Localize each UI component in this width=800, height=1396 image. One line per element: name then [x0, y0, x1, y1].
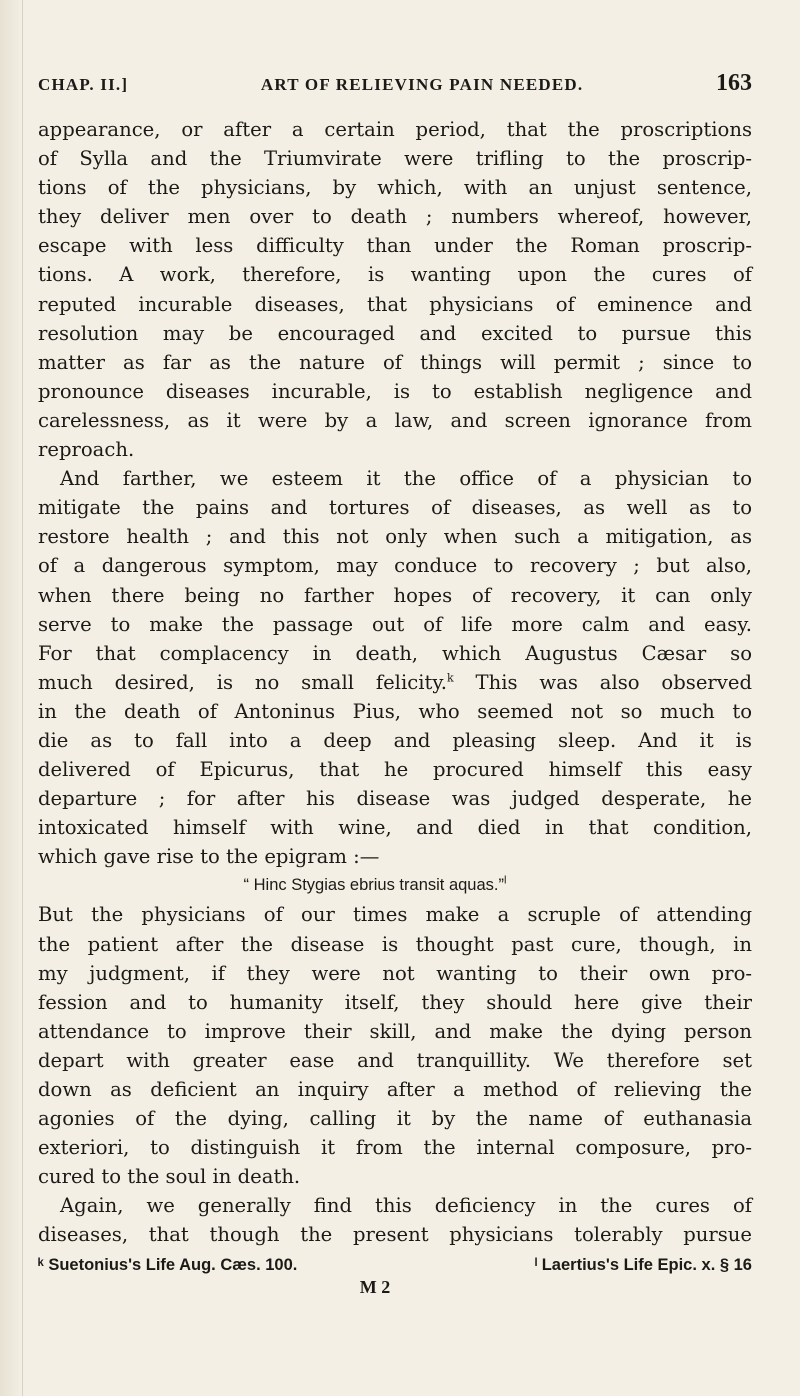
text-line: restore health ; and this not only when such a mitigation, as — [38, 525, 752, 549]
text-line: reputed incurable diseases, that physicians of eminence and — [38, 292, 752, 316]
text-line: pronounce diseases incurable, is to establish negligence and — [38, 379, 752, 403]
text-fragment: This was also observed — [453, 670, 752, 694]
text-line: departure ; for after his disease was judged desperate, he — [38, 787, 752, 811]
text-line: tions. A work, therefore, is wanting upon the cures of — [38, 263, 752, 287]
text-line — [38, 668, 752, 697]
text-line: die as to fall into a deep and pleasing sleep. And it is — [38, 728, 752, 752]
footnote-marker-l: l — [504, 874, 507, 887]
text-line: mitigate the pains and tortures of diseases, as well as to — [38, 496, 752, 520]
text-line: when there being no farther hopes of recovery, it can only — [38, 583, 752, 607]
text-line: appearance, or after a certain period, that the proscriptions — [38, 118, 752, 141]
book-page — [38, 70, 752, 1298]
running-header — [38, 70, 752, 97]
text-line: they deliver men over to death ; numbers whereof, however, — [38, 205, 752, 229]
text-line: intoxicated himself with wine, and died in that condition, — [38, 816, 752, 840]
text-line: of a dangerous symptom, may conduce to recovery ; but also, — [38, 554, 752, 578]
paragraph-1 — [38, 115, 752, 464]
text-line: depart with greater ease and tranquillity. We therefore set — [38, 1048, 752, 1072]
binding-gutter — [0, 0, 23, 1396]
text-line: And farther, we esteem it the office of a physician to — [60, 467, 752, 491]
paragraph-4 — [38, 1191, 752, 1249]
text-line: exteriori, to distinguish it from the internal composure, pro- — [38, 1136, 752, 1160]
footnote-marker-k: k — [447, 671, 454, 685]
text-line: of Sylla and the Triumvirate were trifling to the proscrip- — [38, 147, 752, 171]
quote-text: “ Hinc Stygias ebrius transit aquas.” — [243, 876, 504, 895]
text-line: matter as far as the nature of things will permit ; since to — [38, 350, 752, 374]
text-line: Again, we generally find this deficiency in the cures of — [60, 1194, 752, 1218]
footnote-l: ˡ Laertius's Life Epic. x. § 16 — [534, 1255, 752, 1274]
footnote-k: ᵏ Suetonius's Life Aug. Cæs. 100. — [38, 1255, 298, 1274]
text-line: serve to make the passage out of life more calm and easy. — [38, 612, 752, 636]
epigram-quote — [0, 871, 752, 900]
chapter-label: CHAP. II.] — [38, 75, 129, 94]
paragraph-2 — [38, 464, 752, 871]
running-title: ART OF RELIEVING PAIN NEEDED. — [260, 75, 584, 94]
text-line: fession and to humanity itself, they should here give their — [38, 990, 752, 1014]
text-fragment: much desired, is no small felicity. — [38, 670, 448, 694]
text-line: escape with less difficulty than under the Roman proscrip- — [38, 234, 752, 258]
text-line: attendance to improve their skill, and make the dying person — [38, 1019, 752, 1043]
text-line: delivered of Epicurus, that he procured himself this easy — [38, 758, 752, 782]
text-line: reproach. — [38, 438, 135, 462]
text-line: cured to the soul in death. — [38, 1165, 301, 1189]
text-line: But the physicians of our times make a scruple of attending — [38, 903, 752, 927]
signature-mark: M 2 — [359, 1276, 391, 1297]
text-line: in the death of Antoninus Pius, who seemed not so much to — [38, 699, 752, 723]
text-line: tions of the physicians, by which, with an unjust sentence, — [38, 176, 752, 200]
text-line: For that complacency in death, which Augustus Cæsar so — [38, 641, 752, 665]
text-line: diseases, that though the present physicians tolerably pursue — [38, 1223, 752, 1247]
text-line: resolution may be encouraged and excited to pursue this — [38, 321, 752, 345]
text-line: my judgment, if they were not wanting to their own pro- — [38, 961, 752, 985]
body-text — [38, 115, 752, 1250]
paragraph-3 — [38, 900, 752, 1191]
text-line: which gave rise to the epigram :— — [38, 845, 380, 869]
text-line: carelessness, as it were by a law, and screen ignorance from — [38, 408, 752, 432]
text-line: the patient after the disease is thought past cure, though, in — [38, 932, 752, 956]
text-line: agonies of the dying, calling it by the name of euthanasia — [38, 1107, 752, 1131]
text-line: down as deficient an inquiry after a method of relieving the — [38, 1078, 752, 1101]
page-number: 163 — [716, 70, 752, 96]
footnotes — [38, 1256, 752, 1275]
